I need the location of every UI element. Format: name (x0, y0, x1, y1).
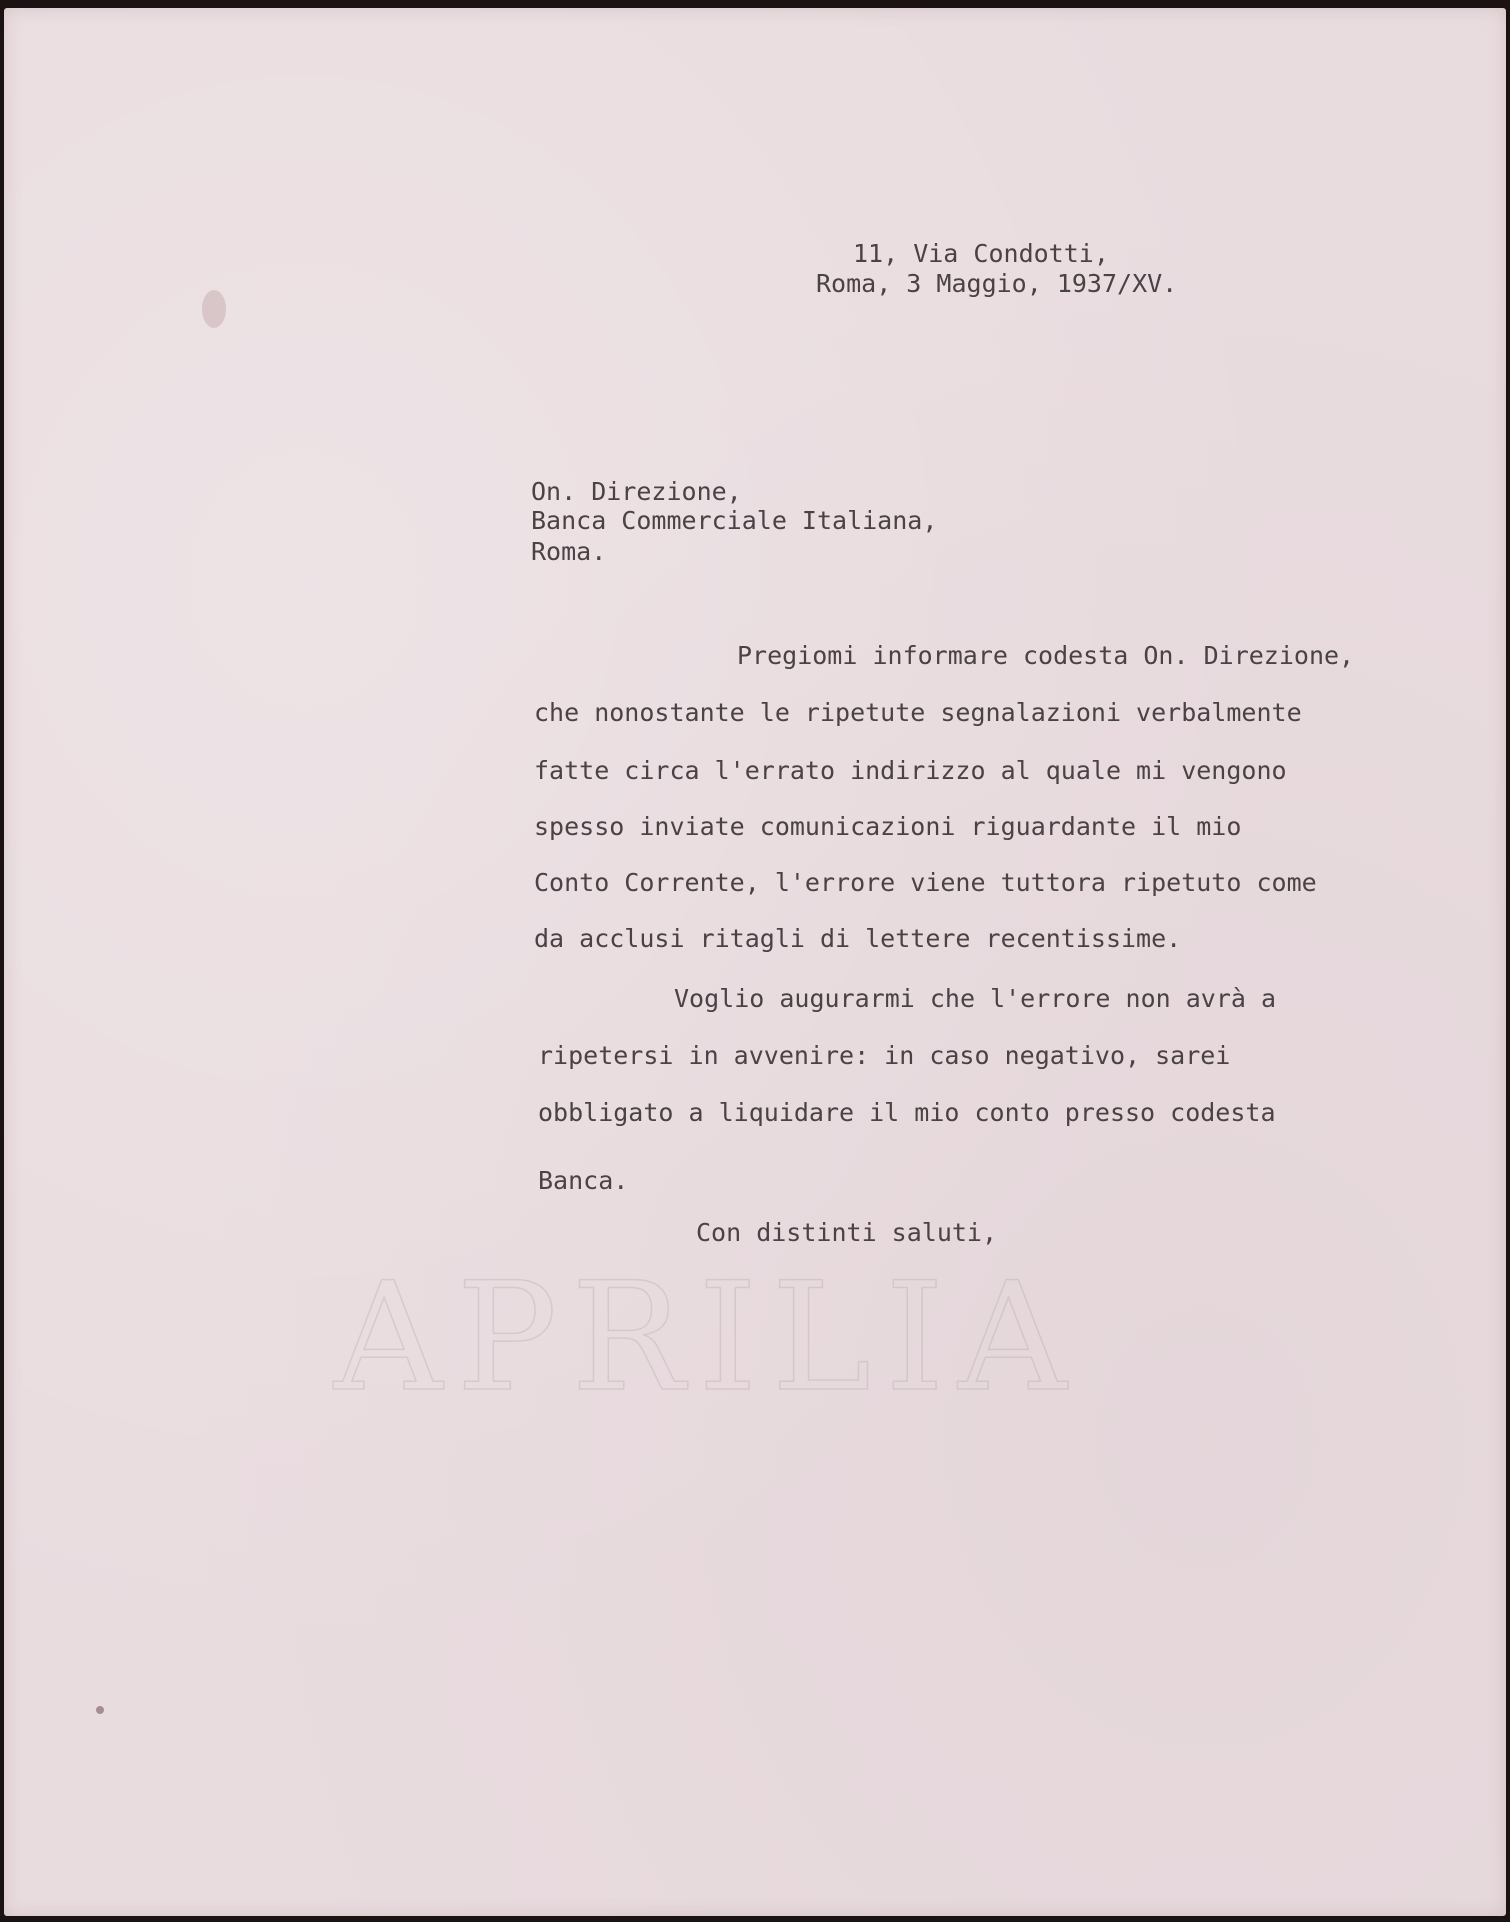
body-line: Pregiomi informare codesta On. Direzione, (737, 641, 1355, 670)
recipient-line-3: Roma. (531, 537, 607, 566)
body-line: da acclusi ritagli di lettere recentissime. (534, 924, 1182, 953)
letter-sheet (4, 8, 1506, 1916)
recipient-line-1: On. Direzione, (531, 477, 742, 506)
sender-address: 11, Via Condotti, (853, 239, 1109, 268)
body-line: obbligato a liquidare il mio conto presso codesta (538, 1098, 1276, 1127)
body-line: Banca. (538, 1166, 629, 1195)
body-line: Conto Corrente, l'errore viene tuttora ripetuto come (534, 868, 1317, 897)
paper-watermark: APRILIA (334, 1251, 1081, 1425)
closing-salutation: Con distinti saluti, (696, 1218, 998, 1247)
place-date: Roma, 3 Maggio, 1937/XV. (816, 269, 1178, 298)
paper-stain (96, 1706, 104, 1714)
body-line: fatte circa l'errato indirizzo al quale mi vengono (534, 756, 1287, 785)
body-line: Voglio augurarmi che l'errore non avrà a (674, 984, 1277, 1013)
paper-stain (202, 290, 226, 328)
body-line: che nonostante le ripetute segnalazioni verbalmente (534, 698, 1302, 727)
recipient-line-2: Banca Commerciale Italiana, (531, 506, 938, 535)
body-line: spesso inviate comunicazioni riguardante il mio (534, 812, 1242, 841)
body-line: ripetersi in avvenire: in caso negativo, sarei (538, 1041, 1231, 1070)
